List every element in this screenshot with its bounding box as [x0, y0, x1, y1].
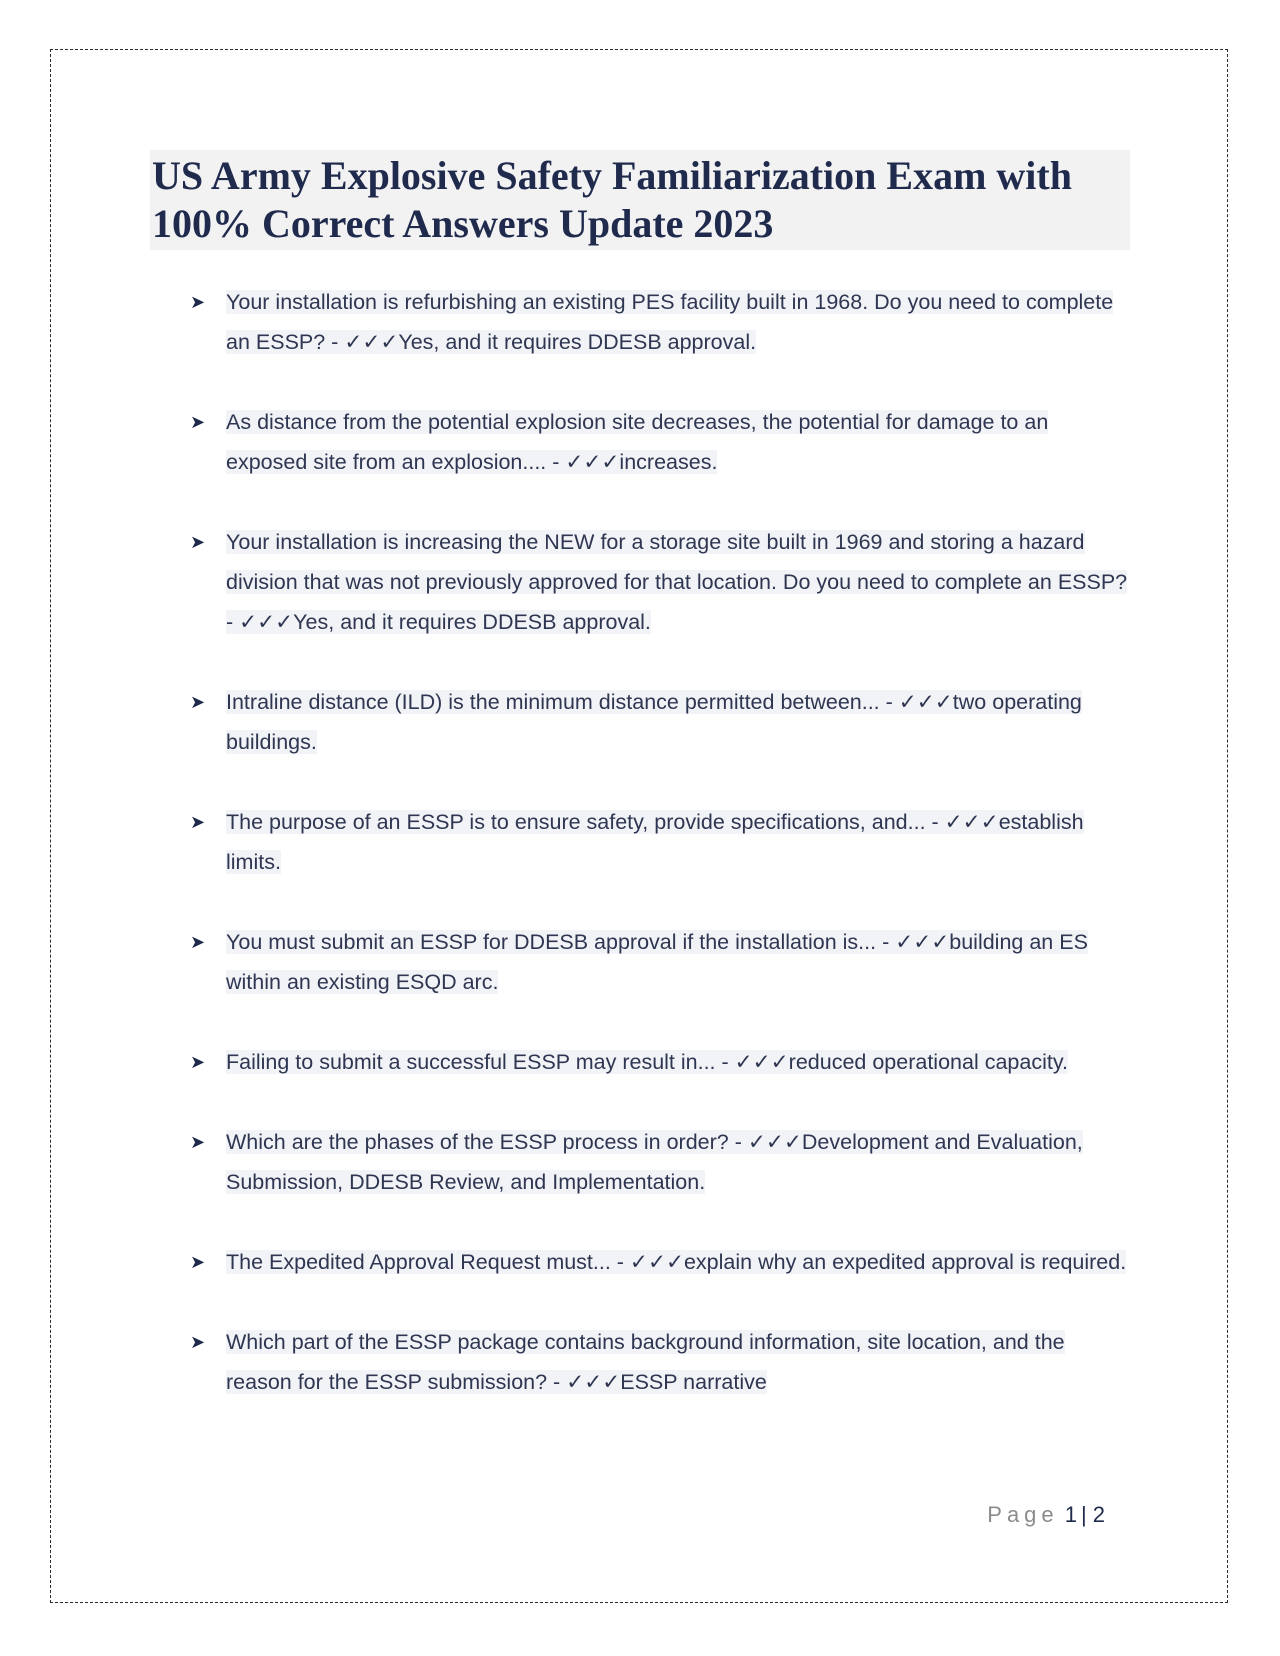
question-answer-text: Which part of the ESSP package contains background information, site location, and the reason for the ESSP submission? - ✓✓✓ESSP narrative: [226, 1330, 1065, 1394]
arrow-bullet-icon: ➤: [190, 1052, 206, 1072]
total-pages-number: 2: [1092, 1502, 1105, 1527]
list-item: [190, 1122, 1130, 1202]
question-answer-text: Your installation is increasing the NEW for a storage site built in 1969 and storing a hazard division that was not previously approved for that location. Do you need to complete an ESSP? - ✓✓✓Yes, and it requires DDESB approval.: [226, 530, 1128, 634]
question-answer-text: Intraline distance (ILD) is the minimum distance permitted between... - ✓✓✓two operating buildings.: [226, 690, 1082, 754]
page-number-footer: [987, 1502, 1105, 1528]
list-item: [190, 682, 1130, 762]
arrow-bullet-icon: ➤: [190, 532, 206, 552]
list-item: [190, 282, 1130, 362]
question-answer-text: Which are the phases of the ESSP process in order? - ✓✓✓Development and Evaluation, Submission, DDESB Review, and Implementation.: [226, 1130, 1083, 1194]
arrow-bullet-icon: ➤: [190, 812, 206, 832]
arrow-bullet-icon: ➤: [190, 932, 206, 952]
question-answer-list: [190, 282, 1130, 1442]
document-title: US Army Explosive Safety Familiarization Exam with 100% Correct Answers Update 2023: [150, 150, 1130, 250]
list-item: [190, 802, 1130, 882]
arrow-bullet-icon: ➤: [190, 412, 206, 432]
arrow-bullet-icon: ➤: [190, 292, 206, 312]
question-answer-text: The Expedited Approval Request must... - ✓✓✓explain why an expedited approval is required.: [226, 1250, 1127, 1274]
question-answer-text: Failing to submit a successful ESSP may result in... - ✓✓✓reduced operational capacity.: [226, 1050, 1068, 1074]
list-item: [190, 922, 1130, 1002]
arrow-bullet-icon: ➤: [190, 1132, 206, 1152]
question-answer-text: As distance from the potential explosion site decreases, the potential for damage to an exposed site from an explosion.... - ✓✓✓increases.: [226, 410, 1049, 474]
question-answer-text: You must submit an ESSP for DDESB approval if the installation is... - ✓✓✓building an ES within an existing ESQD arc.: [226, 930, 1088, 994]
arrow-bullet-icon: ➤: [190, 692, 206, 712]
list-item: [190, 402, 1130, 482]
list-item: [190, 1322, 1130, 1402]
page-label: Page: [987, 1502, 1059, 1527]
list-item: [190, 1242, 1130, 1282]
arrow-bullet-icon: ➤: [190, 1332, 206, 1352]
question-answer-text: The purpose of an ESSP is to ensure safety, provide specifications, and... - ✓✓✓establish limits.: [226, 810, 1084, 874]
page-separator: |: [1081, 1502, 1087, 1527]
question-answer-text: Your installation is refurbishing an existing PES facility built in 1968. Do you need to complete an ESSP? - ✓✓✓Yes, and it requires DDESB approval.: [226, 290, 1114, 354]
arrow-bullet-icon: ➤: [190, 1252, 206, 1272]
list-item: [190, 522, 1130, 642]
list-item: [190, 1042, 1130, 1082]
current-page-number: 1: [1064, 1502, 1078, 1527]
